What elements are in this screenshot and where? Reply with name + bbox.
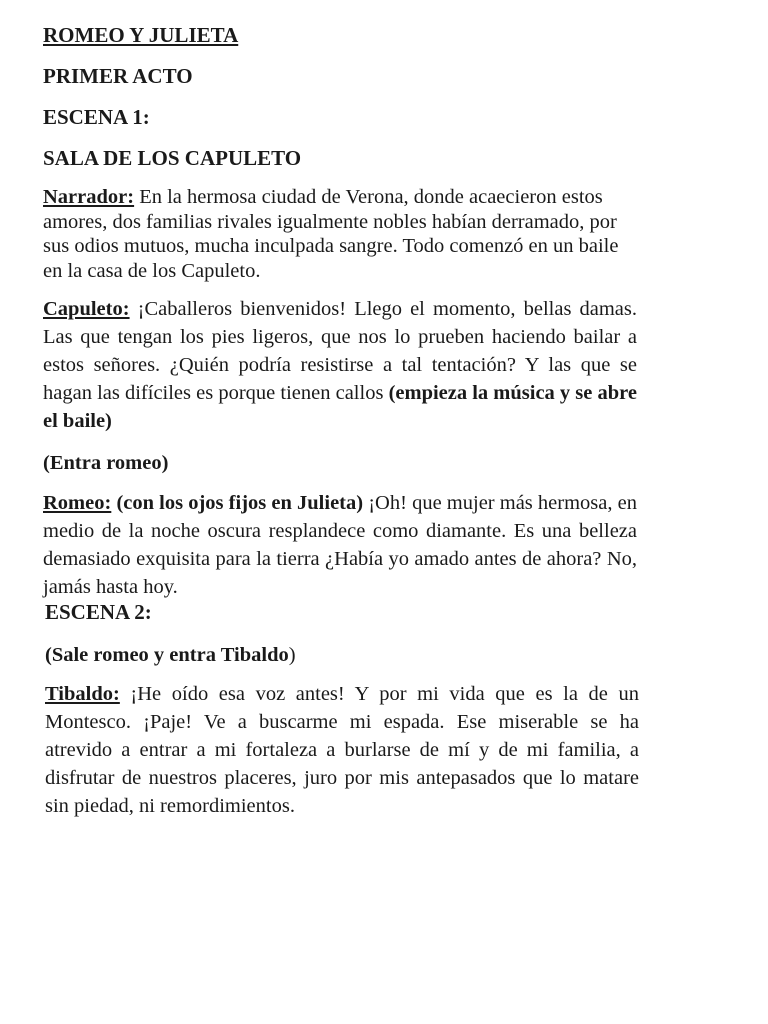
narrador-text: En la hermosa ciudad de Verona, donde acaecieron estos amores, dos familias rivales igualmente nobles habían derramado, por sus odios mutuos, mucha inculpada sangre. Todo comenzó en un baile en la casa de los Capuleto.	[43, 186, 619, 282]
narrador-paragraph	[43, 185, 623, 283]
scene-1-heading: ESCENA 1:	[43, 105, 150, 129]
romeo-paragraph	[43, 489, 637, 601]
stage-direction-enter-romeo: (Entra romeo)	[43, 452, 169, 474]
speaker-tibaldo: Tibaldo:	[45, 683, 120, 705]
stage-direction-exit-romeo-close: )	[288, 644, 296, 666]
tibaldo-text: ¡He oído esa voz antes! Y por mi vida que es la de un Montesco. ¡Paje! Ve a buscarme mi espada. Ese miserable se ha atrevido a entrar a mi fortaleza a burlarse de mí y de mi familia, a disfrutar de nuestros placeres, juro por mis antepasados que lo matare sin piedad, ni remordimientos.	[45, 683, 639, 817]
speaker-capuleto: Capuleto:	[43, 298, 130, 320]
act-heading: PRIMER ACTO	[43, 64, 193, 88]
speaker-romeo: Romeo:	[43, 492, 112, 514]
stage-direction-exit-romeo	[45, 642, 639, 668]
location-heading: SALA DE LOS CAPULETO	[43, 146, 302, 170]
tibaldo-paragraph	[45, 680, 639, 820]
scene-2-heading: ESCENA 2:	[45, 600, 152, 624]
speaker-narrador: Narrador:	[43, 186, 135, 208]
romeo-text: ¡Oh! que mujer más hermosa, en medio de la noche oscura resplandece como diamante. Es una belleza demasiado exquisita para la tierra ¿Había yo amado antes de ahora? No, jamás hasta hoy.	[43, 492, 637, 598]
stage-direction-exit-romeo-bold: (Sale romeo y entra Tibaldo	[45, 644, 289, 666]
stage-direction-music: (empieza la música y se abre el baile)	[43, 382, 637, 432]
capuleto-paragraph	[43, 295, 637, 435]
stage-direction-romeo: (con los ojos fijos en Julieta)	[111, 492, 364, 514]
capuleto-text: ¡Caballeros bienvenidos! Llego el momento, bellas damas. Las que tengan los pies ligeros, que nos lo prueben haciendo bailar a estos señores. ¿Quién podría resistirse a tal tentación? Y las que se hagan las difíciles es porque tienen callos	[43, 298, 637, 404]
play-title: ROMEO Y JULIETA	[43, 23, 239, 47]
